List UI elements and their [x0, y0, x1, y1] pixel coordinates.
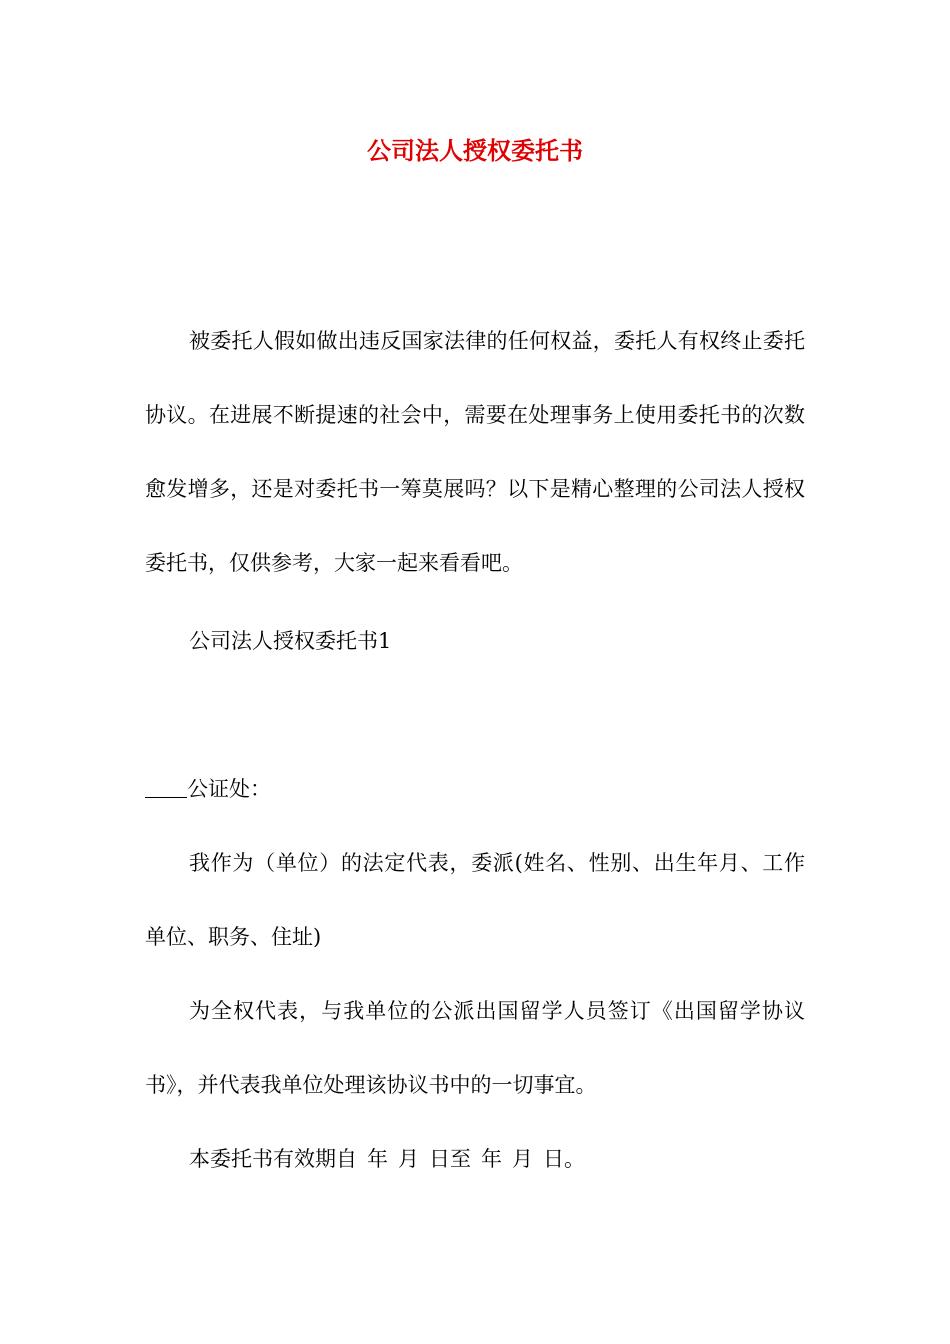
validity-year-end: 年	[481, 1147, 502, 1171]
validity-prefix: 本委托书有效期自	[189, 1147, 357, 1171]
addressee-text: 公证处：	[187, 777, 271, 801]
validity-day-end: 日。	[543, 1147, 585, 1171]
delegation-paragraph: 我作为（单位）的法定代表，委派(姓名、性别、出生年月、工作单位、职务、住址)	[145, 851, 805, 949]
validity-year-start: 年	[367, 1147, 388, 1171]
validity-day-start: 日至	[429, 1147, 471, 1171]
validity-month-start: 月	[398, 1147, 419, 1171]
intro-paragraph: 被委托人假如做出违反国家法律的任何权益，委托人有权终止委托协议。在进展不断提速的社会中，需要在处理事务上使用委托书的次数愈发增多，还是对委托书一筹莫展吗？以下是精心整理的公司法人授权委托书，仅供参考，大家一起来看看吧。	[145, 329, 805, 575]
validity-month-end: 月	[512, 1147, 533, 1171]
section-heading: 公司法人授权委托书1	[189, 629, 392, 653]
addressee-line	[145, 752, 805, 826]
addressee-blank	[145, 777, 187, 798]
validity-line	[145, 1122, 805, 1196]
authority-paragraph: 为全权代表，与我单位的公派出国留学人员签订《出国留学协议书》，并代表我单位处理该协议书中的一切事宜。	[145, 999, 805, 1097]
document-title: 公司法人授权委托书	[367, 136, 583, 165]
